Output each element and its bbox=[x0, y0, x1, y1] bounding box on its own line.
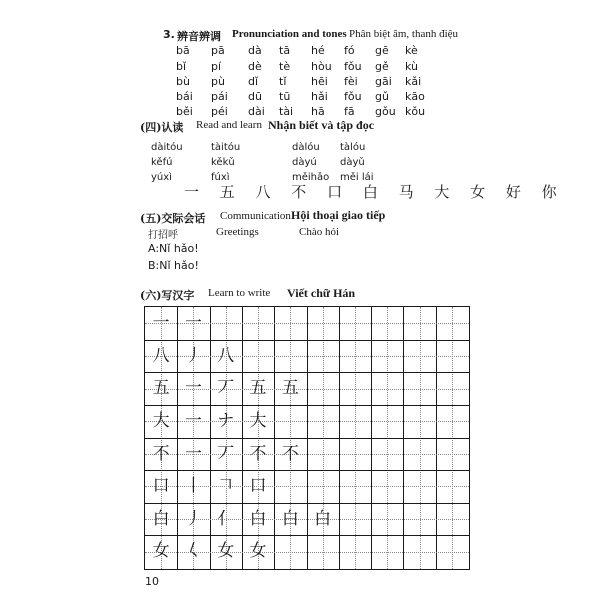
stroke-order-step: 一 bbox=[184, 443, 202, 464]
greetings-title-cn: 打招呼 bbox=[148, 230, 178, 241]
syllable: dà bbox=[248, 44, 262, 57]
syllable: dū bbox=[248, 90, 262, 103]
pinyin-word: měi lái bbox=[340, 172, 374, 183]
syllable: kǒu bbox=[405, 105, 426, 118]
stroke-order-step: 白 bbox=[249, 508, 267, 529]
section4-title-cn: (四)认读 bbox=[140, 121, 184, 134]
syllable: kǎi bbox=[405, 75, 422, 88]
syllable: pái bbox=[211, 90, 228, 103]
section3-title-vi: Phân biệt âm, thanh điệu bbox=[349, 28, 459, 40]
syllable: gāi bbox=[375, 75, 392, 88]
syllable: kāo bbox=[405, 90, 425, 103]
stroke-order-step: 一 bbox=[184, 410, 202, 431]
syllable: tū bbox=[279, 90, 291, 103]
syllable: fǒu bbox=[344, 90, 362, 103]
dialogue-line-b: B:Nǐ hǎo! bbox=[148, 259, 199, 272]
model-character: 女 bbox=[152, 541, 170, 562]
stroke-order-step: 亻 bbox=[217, 508, 235, 529]
syllable: pā bbox=[211, 44, 225, 57]
stroke-order-step: 丿 bbox=[184, 508, 202, 529]
section6-title-cn: (六)写汉字 bbox=[140, 289, 195, 302]
syllable: pù bbox=[211, 75, 225, 88]
model-character: 一 bbox=[152, 313, 170, 333]
pinyin-word: kěkǔ bbox=[211, 157, 235, 168]
stroke-order-step: 丨 bbox=[184, 476, 202, 497]
section5-title-en: Communication bbox=[220, 210, 291, 222]
stroke-order-step: 一 bbox=[184, 378, 202, 399]
pinyin-word: dàyǔ bbox=[340, 157, 365, 168]
syllable: dǐ bbox=[248, 75, 259, 88]
greetings-title-vi: Chào hỏi bbox=[299, 226, 340, 238]
stroke-order-step: 五 bbox=[281, 378, 299, 399]
model-character: 口 bbox=[152, 476, 170, 497]
stroke-order-step: 白 bbox=[314, 508, 332, 529]
syllable: kù bbox=[405, 60, 419, 73]
syllable: pí bbox=[211, 60, 222, 73]
syllable: gē bbox=[375, 44, 389, 57]
stroke-order-step: 白 bbox=[281, 508, 299, 529]
pinyin-word: fúxì bbox=[211, 172, 230, 183]
model-character: 大 bbox=[152, 410, 170, 431]
stroke-order-step: 一 bbox=[184, 313, 202, 333]
syllable: tè bbox=[279, 60, 291, 73]
section4-title-en: Read and learn bbox=[196, 119, 262, 131]
pinyin-word: dàyú bbox=[292, 157, 317, 168]
stroke-order-step: 不 bbox=[281, 443, 299, 464]
syllable: fǒu bbox=[344, 60, 362, 73]
section5-title-vi: Hội thoại giao tiếp bbox=[291, 208, 386, 222]
syllable: bái bbox=[176, 90, 193, 103]
syllable: gǒu bbox=[375, 105, 396, 118]
section6-title-en: Learn to write bbox=[208, 287, 271, 299]
stroke-order-step: 大 bbox=[249, 410, 267, 431]
greetings-title-en: Greetings bbox=[216, 226, 259, 238]
syllable: tài bbox=[279, 105, 294, 118]
syllable: hā bbox=[311, 105, 325, 118]
section3-title-en: Pronunciation and tones bbox=[232, 28, 347, 40]
section5-title-cn: (五)交际会话 bbox=[140, 212, 206, 225]
syllable: tā bbox=[279, 44, 291, 57]
model-character: 五 bbox=[152, 378, 170, 399]
character-reading-line: 一 五 八 不 口 白 马 大 女 好 你 bbox=[184, 183, 559, 201]
stroke-order-step: 五 bbox=[249, 378, 267, 399]
stroke-order-step: 丆 bbox=[217, 378, 235, 399]
section3-title-cn: 辨音辨调 bbox=[177, 30, 221, 43]
page-number: 10 bbox=[145, 575, 159, 588]
syllable: dài bbox=[248, 105, 265, 118]
pinyin-word: yúxì bbox=[151, 172, 172, 183]
writing-practice-grid bbox=[144, 306, 470, 570]
model-character: 白 bbox=[152, 508, 170, 529]
syllable: hēi bbox=[311, 75, 328, 88]
syllable: bù bbox=[176, 75, 190, 88]
stroke-order-step: 女 bbox=[249, 541, 267, 562]
model-character: 不 bbox=[152, 443, 170, 464]
syllable: fā bbox=[344, 105, 355, 118]
stroke-order-step: 八 bbox=[217, 345, 235, 366]
syllable: dè bbox=[248, 60, 262, 73]
section4-title-vi: Nhận biết và tập đọc bbox=[268, 118, 375, 132]
pinyin-word: dàlóu bbox=[292, 142, 320, 153]
stroke-order-step: 不 bbox=[249, 443, 267, 464]
syllable: hǎi bbox=[311, 90, 328, 103]
syllable: bǐ bbox=[176, 60, 187, 73]
syllable: bā bbox=[176, 44, 190, 57]
syllable: gǔ bbox=[375, 90, 389, 103]
stroke-order-step: 𡿨 bbox=[184, 541, 202, 562]
syllable: gě bbox=[375, 60, 389, 73]
stroke-order-step: 女 bbox=[217, 541, 235, 562]
stroke-order-step: ナ bbox=[217, 410, 235, 431]
syllable: tǐ bbox=[279, 75, 287, 88]
syllable: fó bbox=[344, 44, 355, 57]
dialogue-line-a: A:Nǐ hǎo! bbox=[148, 242, 199, 255]
stroke-order-step: 丆 bbox=[217, 443, 235, 464]
syllable: kè bbox=[405, 44, 418, 57]
section3-number: 3. bbox=[163, 28, 175, 41]
syllable: hé bbox=[311, 44, 325, 57]
syllable: fèi bbox=[344, 75, 358, 88]
syllable: hòu bbox=[311, 60, 332, 73]
model-character: 八 bbox=[152, 345, 170, 366]
syllable: péi bbox=[211, 105, 228, 118]
syllable: běi bbox=[176, 105, 193, 118]
pinyin-word: tàitóu bbox=[211, 142, 241, 153]
pinyin-word: dàitóu bbox=[151, 142, 183, 153]
stroke-order-step: 𠃍 bbox=[217, 476, 235, 497]
stroke-order-step: 丿 bbox=[184, 345, 202, 366]
pinyin-word: tàlóu bbox=[340, 142, 366, 153]
section6-title-vi: Viết chữ Hán bbox=[287, 286, 356, 300]
stroke-order-step: 口 bbox=[249, 476, 267, 497]
pinyin-word: měihǎo bbox=[292, 172, 330, 183]
pinyin-word: kěfú bbox=[151, 157, 173, 168]
